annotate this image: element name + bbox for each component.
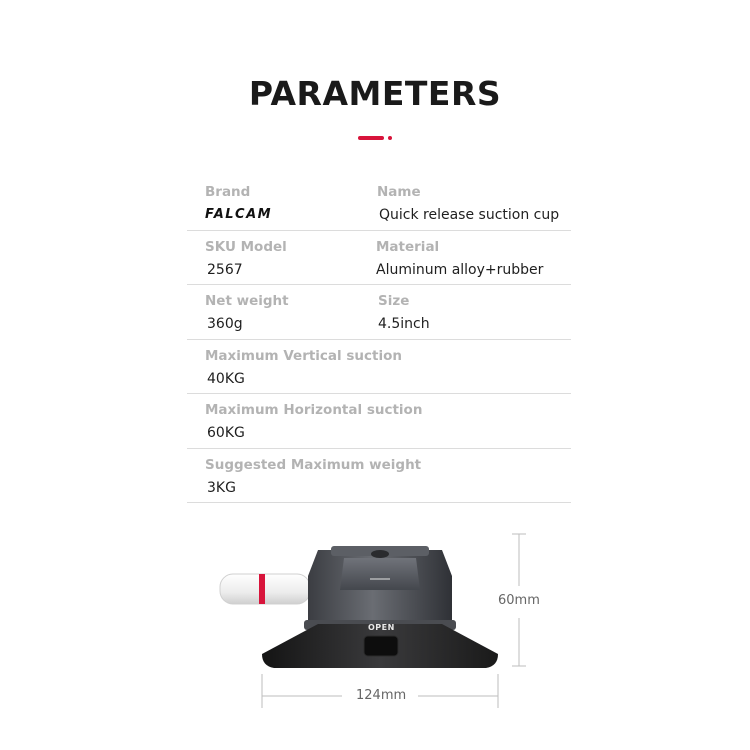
page-title: PARAMETERS bbox=[248, 74, 502, 113]
brand-label: Brand bbox=[205, 184, 251, 200]
spec-row-vertical-suction bbox=[187, 340, 571, 395]
spec-row-brand-name bbox=[187, 176, 571, 231]
pump-handle bbox=[220, 574, 310, 604]
spec-table bbox=[187, 176, 571, 503]
spec-row-max-weight bbox=[187, 449, 571, 504]
vertical-suction-value: 40KG bbox=[207, 370, 245, 387]
front-face bbox=[340, 558, 420, 590]
horizontal-suction-value: 60KG bbox=[207, 425, 245, 441]
weight-value: 360g bbox=[207, 316, 243, 332]
spec-row-horizontal-suction bbox=[187, 394, 571, 449]
width-dimension-label: 124mm bbox=[356, 688, 407, 703]
product-dimension-figure bbox=[0, 520, 750, 750]
spec-row-weight-size bbox=[187, 285, 571, 340]
brand-logo: FALCAM bbox=[205, 207, 273, 222]
max-weight-label: Suggested Maximum weight bbox=[205, 456, 422, 473]
material-value: Aluminum alloy+rubber bbox=[376, 261, 544, 278]
name-value: Quick release suction cup bbox=[379, 207, 560, 223]
red-indicator-ring bbox=[259, 574, 265, 604]
spec-row-sku-material bbox=[187, 231, 571, 286]
title-accent-dot bbox=[388, 136, 392, 140]
title-accent-bar bbox=[358, 136, 384, 140]
height-dimension-label: 60mm bbox=[498, 593, 540, 608]
sku-value: 2567 bbox=[207, 261, 243, 278]
name-label: Name bbox=[377, 184, 421, 200]
horizontal-suction-label: Maximum Horizontal suction bbox=[205, 402, 423, 418]
vertical-suction-label: Maximum Vertical suction bbox=[205, 347, 402, 364]
size-value: 4.5inch bbox=[378, 316, 430, 332]
max-weight-value: 3KG bbox=[207, 479, 236, 496]
mount-screw-hole bbox=[371, 550, 389, 558]
sku-label: SKU Model bbox=[205, 238, 287, 255]
size-label: Size bbox=[378, 293, 410, 309]
open-button bbox=[364, 636, 398, 656]
front-text-line bbox=[370, 578, 390, 580]
material-label: Material bbox=[376, 238, 440, 255]
weight-label: Net weight bbox=[205, 293, 289, 309]
suction-cup-illustration bbox=[0, 520, 750, 750]
open-button-label: OPEN bbox=[368, 623, 395, 632]
